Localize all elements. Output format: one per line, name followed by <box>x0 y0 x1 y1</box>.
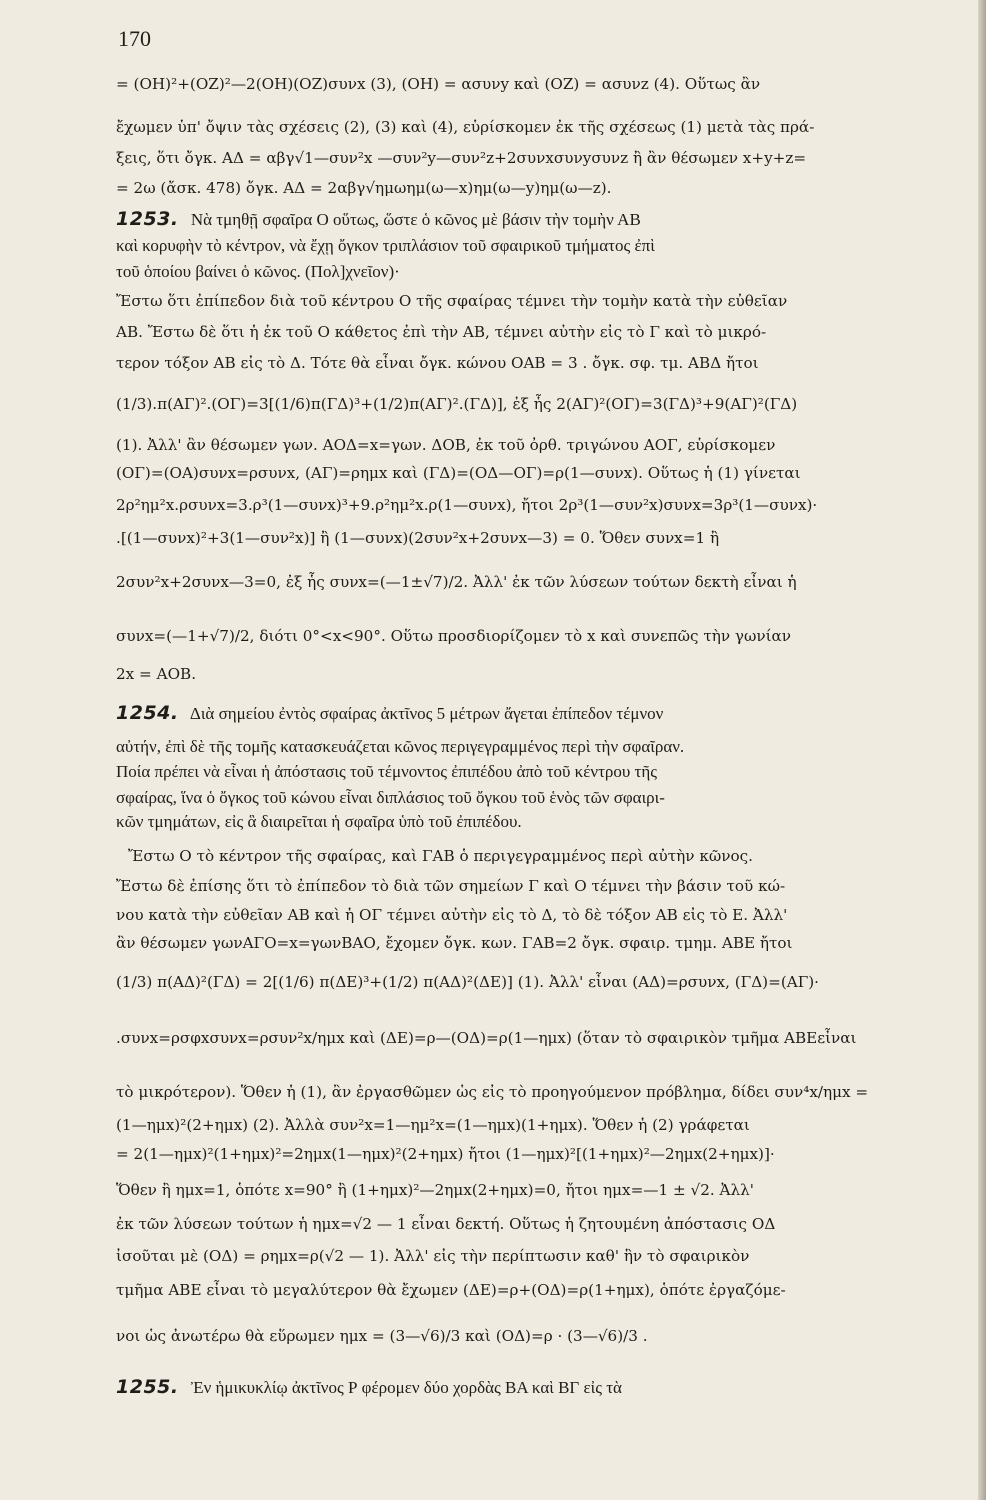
problem-number: 1253. <box>116 209 179 230</box>
text-line: σφαίρας, ἵνα ὁ ὄγκος τοῦ κώνου εἶναι διπλάσιος τοῦ ὄγκου τοῦ ἑνὸς τῶν σφαιρι- <box>116 788 665 807</box>
text-line: νου κατὰ τὴν εὐθεῖαν ΑΒ καὶ ἡ ΟΓ τέμνει αὐτὴν εἰς τὸ Δ, τὸ δὲ τόξον ΑΒ εἰς τὸ Ε. Ἀλλ' <box>116 906 788 924</box>
text-line: ἔχωμεν ὑπ' ὄψιν τὰς σχέσεις (2), (3) καὶ (4), εὑρίσκομεν ἐκ τῆς σχέσεως (1) μετὰ τὰς πρά- <box>116 118 815 136</box>
text-line: ἂν θέσωμεν γωνΑΓΟ=x=γωνΒΑΟ, ἔχομεν ὄγκ. κων. ΓΑΒ=2 ὄγκ. σφαιρ. τμημ. ΑΒΕ ἤτοι <box>116 934 793 952</box>
text-line: = 2ω (ἄσκ. 478) ὄγκ. ΑΔ = 2αβγ√ημωημ(ω—x)ημ(ω—y)ημ(ω—z). <box>116 179 612 197</box>
problem-number: 1255. <box>116 1377 179 1398</box>
text-line: ἐκ τῶν λύσεων τούτων ἡ ημx=√2 — 1 εἶναι δεκτή. Οὕτως ἡ ζητουμένη ἀπόστασις ΟΔ <box>116 1215 776 1233</box>
text-line: Νὰ τμηθῇ σφαῖρα Ο οὕτως, ὥστε ὁ κῶνος μὲ βάσιν τὴν τομὴν ΑΒ <box>190 210 641 229</box>
text-line: = (ΟΗ)²+(ΟΖ)²—2(ΟΗ)(ΟΖ)συνx (3), (ΟΗ) = ασυνy καὶ (ΟΖ) = ασυνz (4). Οὕτως ἂν <box>116 75 761 93</box>
text-line: καὶ κορυφὴν τὸ κέντρον, νὰ ἔχῃ ὄγκον τριπλάσιον τοῦ σφαιρικοῦ τμήματος ἐπὶ <box>116 236 655 255</box>
text-line: ΑΒ. Ἔστω δὲ ὅτι ἡ ἐκ τοῦ Ο κάθετος ἐπὶ τὴν ΑΒ, τέμνει αὐτὴν εἰς τὸ Γ καὶ τὸ μικρό- <box>116 323 767 341</box>
problem-1253-line <box>116 209 948 230</box>
text-line: 2ρ²ημ²x.ρσυνx=3.ρ³(1—συνx)³+9.ρ²ημ²x.ρ(1—συνx), ἤτοι 2ρ³(1—συν²x)συνx=3ρ³(1—συνx)· <box>116 496 818 514</box>
text-line: ξεις, ὅτι ὄγκ. ΑΔ = αβγ√1—συν²x —συν²y—συν²z+2συνxσυνyσυνz ἢ ἂν θέσωμεν x+y+z= <box>116 149 807 167</box>
text-line: τερον τόξον ΑΒ εἰς τὸ Δ. Τότε θὰ εἶναι ὄγκ. κώνου ΟΑΒ = 3 . ὄγκ. σφ. τμ. ΑΒΔ ἤτοι <box>116 354 759 372</box>
text-line: 2συν²x+2συνx—3=0, ἐξ ἧς συνx=(—1±√7)/2. Ἀλλ' ἐκ τῶν λύσεων τούτων δεκτὴ εἶναι ἡ <box>116 573 797 591</box>
text-line: (1/3) π(ΑΔ)²(ΓΔ) = 2[(1/6) π(ΔΕ)³+(1/2) π(ΑΔ)²(ΔΕ)] (1). Ἀλλ' εἶναι (ΑΔ)=ρσυνx, (ΓΔ)=(ΑΓ)· <box>116 973 820 991</box>
text-line: αὐτήν, ἐπὶ δὲ τῆς τομῆς κατασκευάζεται κῶνος περιγεγραμμένος περὶ τὴν σφαῖραν. <box>116 737 685 756</box>
text-line: Ποία πρέπει νὰ εἶναι ἡ ἀπόστασις τοῦ τέμνοντος ἐπιπέδου ἀπὸ τοῦ κέντρου τῆς <box>116 762 658 781</box>
text-line: = 2(1—ημx)²(1+ημx)²=2ημx(1—ημx)²(2+ημx) ἤτοι (1—ημx)²[(1+ημx)²—2ημx(2+ημx)]· <box>116 1145 775 1163</box>
text-line: .συνx=ρσφxσυνx=ρσυν²x/ημx καὶ (ΔΕ)=ρ—(ΟΔ)=ρ(1—ημx) (ὅταν τὸ σφαιρικὸν τμῆμα ΑΒΕεἶναι <box>116 1029 857 1047</box>
text-line: (1/3).π(ΑΓ)².(ΟΓ)=3[(1/6)π(ΓΔ)³+(1/2)π(ΑΓ)².(ΓΔ)], ἐξ ἧς 2(ΑΓ)²(ΟΓ)=3(ΓΔ)³+9(ΑΓ)²(ΓΔ) <box>116 395 798 413</box>
text-line: Ἐν ἡμικυκλίῳ ἀκτῖνος Ρ φέρομεν δύο χορδὰς ΒΑ καὶ ΒΓ εἰς τὰ <box>190 1378 622 1397</box>
problem-1254-line <box>116 703 948 724</box>
text-line: Ὅθεν ἢ ημx=1, ὁπότε x=90° ἢ (1+ημx)²—2ημx(2+ημx)=0, ἤτοι ημx=—1 ± √2. Ἀλλ' <box>116 1181 754 1199</box>
text-line: κῶν τμημάτων, εἰς ἃ διαιρεῖται ἡ σφαῖρα ὑπὸ τοῦ ἐπιπέδου. <box>116 812 522 831</box>
text-line: Ἔστω Ο τὸ κέντρον τῆς σφαίρας, καὶ ΓΑΒ ὁ περιγεγραμμένος περὶ αὐτὴν κῶνος. <box>128 847 753 865</box>
text-line: (1—ημx)²(2+ημx) (2). Ἀλλὰ συν²x=1—ημ²x=(1—ημx)(1+ημx). Ὅθεν ἡ (2) γράφεται <box>116 1116 750 1134</box>
text-line: (ΟΓ)=(ΟΑ)συνx=ρσυνx, (ΑΓ)=ρημx καὶ (ΓΔ)=(ΟΔ—ΟΓ)=ρ(1—συνx). Οὕτως ἡ (1) γίνεται <box>116 464 801 482</box>
text-line: .[(1—συνx)²+3(1—συν²x)] ἢ (1—συνx)(2συν²x+2συνx—3) = 0. Ὅθεν συνx=1 ἢ <box>116 529 720 547</box>
text-line: (1). Ἀλλ' ἂν θέσωμεν γων. ΑΟΔ=x=γων. ΔΟΒ, ἐκ τοῦ ὀρθ. τριγώνου ΑΟΓ, εὑρίσκομεν <box>116 436 776 454</box>
text-line: τὸ μικρότερον). Ὅθεν ἡ (1), ἂν ἐργασθῶμεν ὡς εἰς τὸ προηγούμενον πρόβλημα, δίδει συν⁴x/ημx = <box>116 1083 869 1101</box>
text-line: Ἔστω ὅτι ἐπίπεδον διὰ τοῦ κέντρου Ο τῆς σφαίρας τέμνει τὴν τομὴν κατὰ τὴν εὐθεῖαν <box>116 292 788 310</box>
text-line: τοῦ ὁποίου βαίνει ὁ κῶνος. (Πολ]χνεῖον)· <box>116 262 400 281</box>
text-line: τμῆμα ΑΒΕ εἶναι τὸ μεγαλύτερον θὰ ἔχωμεν (ΔΕ)=ρ+(ΟΔ)=ρ(1+ημx), ὁπότε ἐργαζόμε- <box>116 1281 786 1299</box>
problem-number: 1254. <box>116 703 179 724</box>
problem-1255-line <box>116 1377 948 1398</box>
text-line: Διὰ σημείου ἐντὸς σφαίρας ἀκτῖνος 5 μέτρων ἄγεται ἐπίπεδον τέμνον <box>189 704 664 723</box>
text-line: ἰσοῦται μὲ (ΟΔ) = ρημx=ρ(√2 — 1). Ἀλλ' εἰς τὴν περίπτωσιν καθ' ἣν τὸ σφαιρικὸν <box>116 1247 750 1265</box>
text-line: 2x = ΑΟΒ. <box>116 665 197 683</box>
text-line: συνx=(—1+√7)/2, διότι 0°<x<90°. Οὕτω προσδιορίζομεν τὸ x καὶ συνεπῶς τὴν γωνίαν <box>116 627 792 645</box>
text-line: Ἔστω δὲ ἐπίσης ὅτι τὸ ἐπίπεδον τὸ διὰ τῶν σημείων Γ καὶ Ο τέμνει τὴν βάσιν τοῦ κώ- <box>116 877 786 895</box>
page-edge <box>978 0 986 1500</box>
text-line: νοι ὡς ἀνωτέρω θὰ εὕρωμεν ημx = (3—√6)/3 καὶ (ΟΔ)=ρ · (3—√6)/3 . <box>116 1327 648 1345</box>
page-number: 170 <box>118 26 151 51</box>
